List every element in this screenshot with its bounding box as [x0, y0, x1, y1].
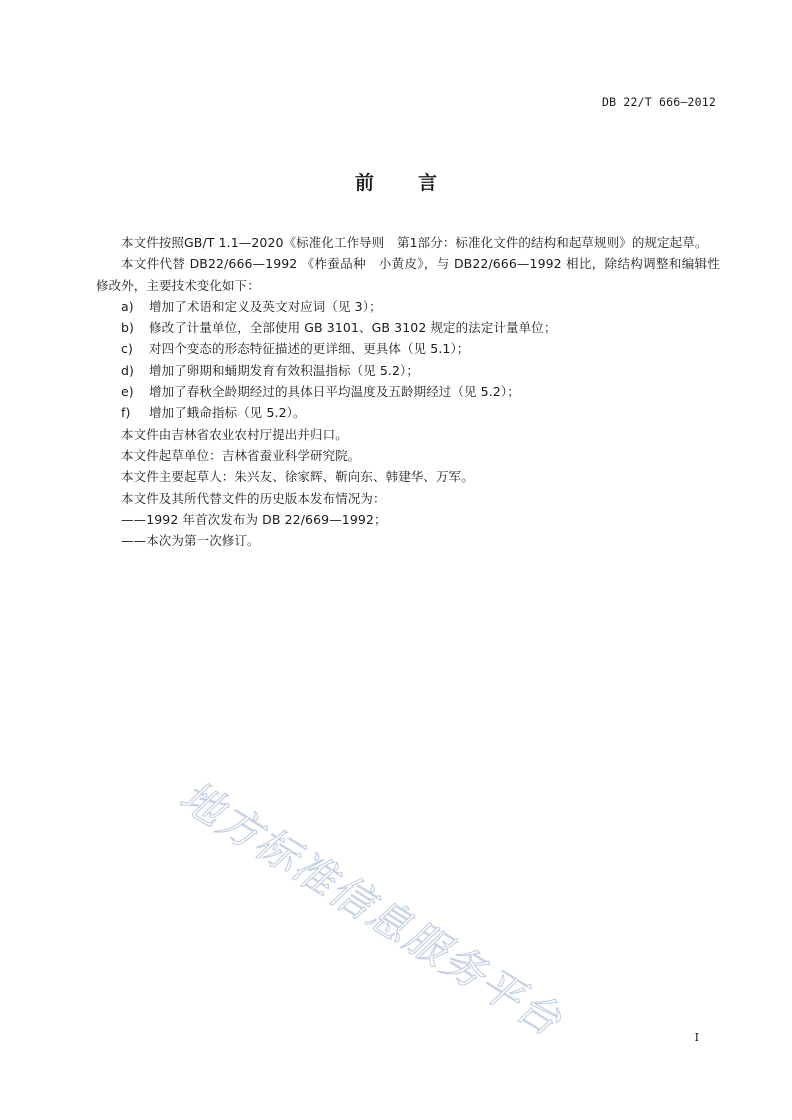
watermark-text: 地方标准信息服务平台 — [171, 771, 571, 1047]
paragraph-history-intro: 本文件及其所代替文件的历史版本发布情况为： — [121, 490, 386, 506]
list-item — [96, 360, 720, 381]
list-text: 增加了蛾命指标（见 5.2）。 — [149, 405, 306, 421]
list-item — [96, 317, 720, 338]
history-item: ——1992 年首次发布为 DB 22/669—1992； — [121, 511, 387, 527]
history-item: ——本次为第一次修订。 — [121, 533, 260, 549]
list-marker: e) — [121, 384, 134, 400]
list-marker: c) — [121, 341, 133, 357]
list-item — [96, 381, 720, 402]
list-text: 增加了春秋全龄期经过的具体日平均温度及五龄期经过（见 5.2）； — [149, 384, 520, 400]
list-item — [96, 338, 720, 359]
list-text: 对四个变态的形态特征描述的更详细、更具体（见 5.1）； — [149, 341, 470, 357]
paragraph-drafting-unit: 本文件起草单位：吉林省蚕业科学研究院。 — [121, 447, 361, 463]
list-text: 增加了术语和定义及英文对应词（见 3）； — [149, 298, 382, 314]
header-document-code: DB 22/T 666—2012 — [602, 95, 716, 109]
list-marker: d) — [121, 362, 135, 378]
page-title: 前言 — [354, 172, 481, 194]
list-text: 修改了计量单位，全部使用 GB 3101、GB 3102 规定的法定计量单位； — [149, 320, 557, 336]
foreword-content — [96, 232, 720, 551]
list-item — [96, 296, 720, 317]
paragraph-proposer: 本文件由吉林省农业农村厅提出并归口。 — [121, 426, 348, 442]
list-marker: f) — [121, 405, 131, 421]
list-marker: b) — [121, 320, 135, 336]
change-list — [96, 296, 720, 424]
paragraph-replacement-note: 本文件代替 DB22/666—1992 《柞蚕品种 小黄皮》，与 DB22/666—1992 相比，除结构调整和编辑性修改外，主要技术变化如下： — [96, 256, 720, 293]
list-marker: a) — [121, 298, 134, 314]
list-text: 增加了卵期和蛹期发育有效积温指标（见 5.2）； — [149, 362, 420, 378]
paragraph-drafters: 本文件主要起草人：朱兴友、徐家辉、靳向东、韩建华、万军。 — [121, 469, 474, 485]
list-item — [96, 402, 720, 423]
paragraph-drafting-basis: 本文件按照GB/T 1.1—2020《标准化工作导则 第1部分：标准化文件的结构和起草规则》的规定起草。 — [121, 235, 708, 250]
page-number: I — [694, 1031, 699, 1044]
